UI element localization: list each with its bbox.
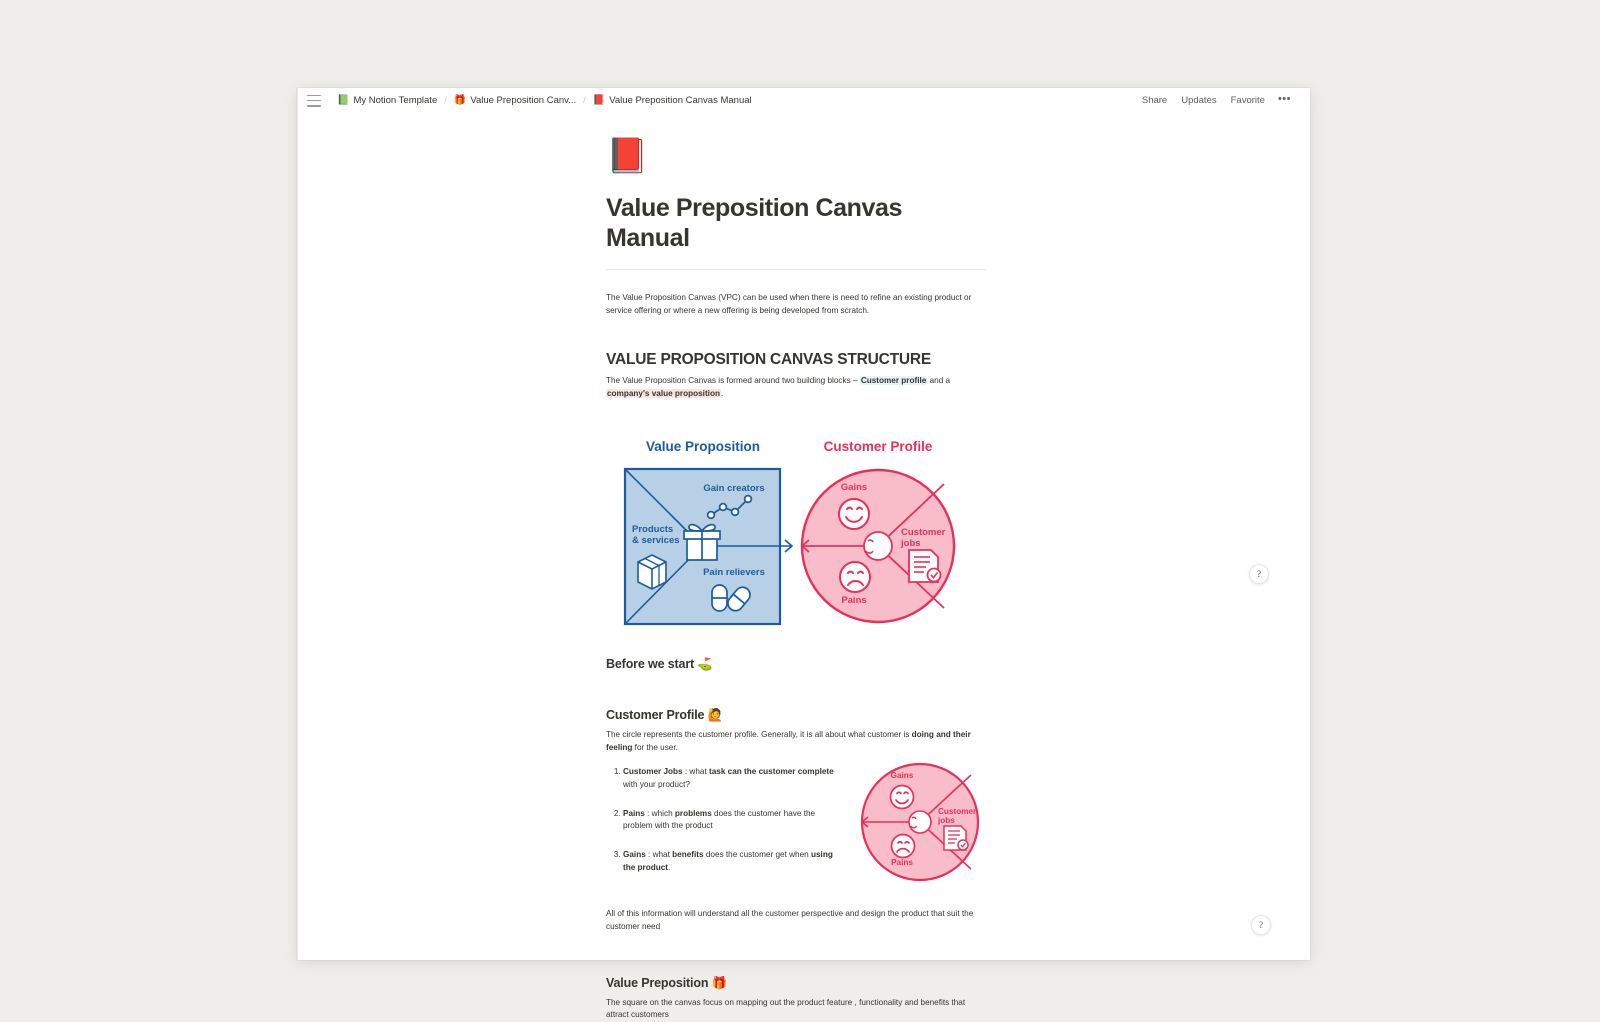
closed-book-icon[interactable]: 📕 <box>606 137 649 175</box>
customer-profile-circle-svg <box>845 760 985 885</box>
spacer <box>606 890 986 908</box>
person-raising-hand-icon: 🙋 <box>707 707 724 722</box>
section-heading-structure[interactable]: VALUE PROPOSITION CANVAS STRUCTURE <box>606 351 932 369</box>
checklist-document-icon <box>944 826 968 850</box>
lead-suffix: . <box>720 389 724 399</box>
intro-paragraph[interactable]: The Value Proposition Canvas (VPC) can be used when there is need to refine an existing product or service offering or where a new offering is being developed from scratch. <box>606 293 972 315</box>
intro-part-b: doing and their feeling <box>606 729 971 752</box>
page-content <box>606 113 986 1022</box>
breadcrumb-separator: / <box>444 95 447 106</box>
label-pains: Pains <box>891 858 913 868</box>
list-item-tail-2: . <box>668 862 671 872</box>
highlight-value-proposition: company's value proposition <box>607 389 720 399</box>
label-customer-jobs-2: jobs <box>938 816 955 826</box>
diagram-right-title: Customer Profile <box>823 438 933 454</box>
before-we-start-text: Before we start <box>606 656 695 671</box>
breadcrumb-item-workspace[interactable] <box>333 93 441 108</box>
customer-profile-closing[interactable]: All of this information will understand all the customer perspective and design the product that suit the customer need <box>606 909 974 931</box>
list-item[interactable] <box>623 808 835 833</box>
highlight-customer-profile: Customer profile <box>860 376 927 386</box>
vpc-diagram-svg <box>606 427 986 632</box>
label-customer-jobs-2: jobs <box>901 537 921 549</box>
checklist-document-icon <box>909 550 941 582</box>
favorite-button[interactable]: Favorite <box>1230 95 1265 106</box>
label-products-services-2: & services <box>632 534 680 546</box>
list-item[interactable] <box>623 849 835 874</box>
label-gains: Gains <box>840 481 868 493</box>
list-item-sep: : what <box>645 850 673 860</box>
customer-profile-circle <box>802 470 954 622</box>
spacer <box>606 946 986 976</box>
top-bar-actions <box>1136 92 1296 109</box>
list-item-tail: with your product? <box>623 779 690 789</box>
customer-profile-body <box>606 766 986 890</box>
gift-icon: 🎁 <box>711 975 728 990</box>
share-button[interactable]: Share <box>1141 95 1168 106</box>
breadcrumb-item-parent[interactable] <box>450 93 580 108</box>
customer-profile-circle-figure[interactable] <box>845 760 985 890</box>
page-scroll-area[interactable] <box>297 113 1310 1020</box>
page-title[interactable]: Value Preposition Canvas Manual <box>606 194 903 252</box>
list-item[interactable] <box>623 766 835 791</box>
list-item-term: Customer Jobs <box>623 767 683 777</box>
help-button[interactable]: ? <box>1249 564 1269 584</box>
breadcrumb-label: My Notion Template <box>353 95 438 106</box>
intro-part-c: for the user. <box>632 742 678 752</box>
list-item-term: Pains <box>623 808 645 818</box>
label-pains: Pains <box>841 594 867 606</box>
list-item-bold: benefits <box>672 850 704 860</box>
updates-button[interactable]: Updates <box>1181 95 1217 106</box>
sad-face-icon <box>892 835 915 858</box>
value-preposition-text: Value Preposition <box>606 975 709 990</box>
golf-flag-icon: ⛳ <box>697 656 713 671</box>
breadcrumb <box>333 93 1136 108</box>
label-customer-jobs-1: Customer <box>901 526 946 538</box>
package-box-icon <box>638 555 666 589</box>
list-item-sep: : what <box>682 767 710 777</box>
sad-face-icon <box>840 562 870 592</box>
spacer <box>606 678 986 708</box>
list-item-bold-2: using the product <box>623 850 833 872</box>
list-item-bold: task can the customer complete <box>709 767 834 777</box>
customer-profile-intro[interactable] <box>606 729 986 754</box>
lead-prefix: The Value Proposition Canvas is formed around two building blocks – <box>606 376 860 386</box>
title-divider <box>606 269 986 270</box>
value-proposition-canvas-diagram[interactable] <box>606 427 986 637</box>
breadcrumb-label: Value Preposition Canvas Manual <box>609 95 752 106</box>
label-customer-jobs-1: Customer <box>938 807 977 817</box>
top-bar <box>297 88 1310 113</box>
breadcrumb-separator: / <box>583 95 586 106</box>
section-heading-customer-profile[interactable] <box>606 708 986 723</box>
lead-middle: and a <box>927 376 951 386</box>
value-preposition-body[interactable]: The square on the canvas focus on mapping out the product feature , functionality and benefits that attract customers <box>606 997 966 1020</box>
gift-icon: 🎁 <box>453 94 467 106</box>
list-item-term: Gains <box>623 850 646 860</box>
closed-book-icon: 📕 <box>592 94 606 106</box>
label-gain-creators: Gain creators <box>703 482 765 494</box>
help-button[interactable]: ? <box>1251 915 1271 935</box>
intro-part-a: The circle represents the customer profile. Generally, it is all about what customer is <box>606 729 912 739</box>
structure-lead-paragraph[interactable] <box>606 375 986 400</box>
app-window <box>297 88 1310 1020</box>
value-proposition-square <box>625 469 792 624</box>
label-pain-relievers: Pain relievers <box>703 566 765 578</box>
list-item-tail: does the customer get when <box>703 850 811 860</box>
more-options-icon[interactable]: ••• <box>1277 92 1291 105</box>
diagram-left-title: Value Proposition <box>645 438 761 454</box>
section-heading-before-we-start[interactable] <box>606 657 986 672</box>
customer-profile-text: Customer Profile <box>606 707 705 722</box>
list-item-bold: problems <box>674 808 712 818</box>
spacer <box>606 637 986 657</box>
green-book-icon: 📗 <box>337 94 350 106</box>
label-gains: Gains <box>890 771 914 781</box>
breadcrumb-label: Value Preposition Canv... <box>470 95 577 106</box>
happy-face-icon <box>839 499 869 529</box>
hamburger-icon[interactable] <box>307 93 321 109</box>
happy-face-icon <box>891 786 914 809</box>
label-products-services-1: Products <box>632 523 674 535</box>
list-item-sep: : which <box>644 808 675 818</box>
customer-profile-list <box>606 766 835 874</box>
list-item-tail: does the customer have the problem with the product <box>623 808 816 831</box>
breadcrumb-item-current[interactable] <box>589 93 756 108</box>
section-heading-value-preposition[interactable] <box>606 976 986 991</box>
